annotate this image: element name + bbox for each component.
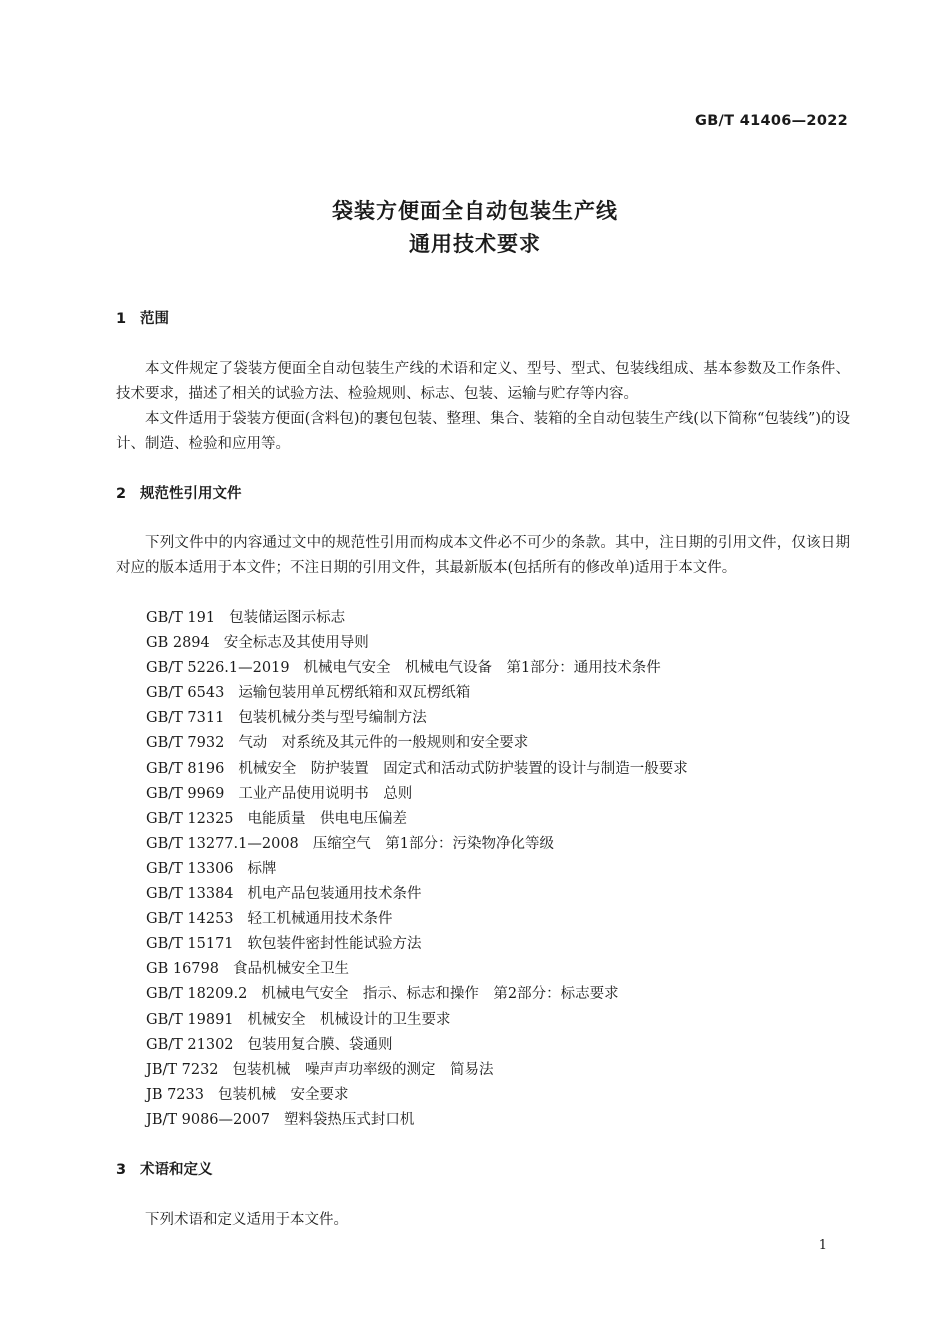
reference-title: 包装机械分类与型号编制方法 [238, 710, 427, 727]
reference-code: GB/T 21302 [146, 1036, 234, 1053]
reference-code: GB/T 12325 [146, 810, 234, 827]
reference-title: 包装机械 安全要求 [217, 1086, 349, 1103]
document-title-line-1: 袋装方便面全自动包装生产线 [332, 199, 618, 223]
reference-item [146, 832, 688, 857]
document-title-line-2: 通用技术要求 [409, 232, 541, 256]
reference-code: JB 7233 [146, 1086, 204, 1103]
reference-item [146, 882, 688, 907]
reference-title: 机械电气安全 机械电气设备 第1部分：通用技术条件 [303, 660, 661, 677]
reference-title: 软包装件密封性能试验方法 [247, 936, 422, 953]
section-1-title: 范围 [140, 311, 169, 327]
reference-code: JB/T 9086—2007 [146, 1111, 270, 1128]
reference-title: 机电产品包装通用技术条件 [247, 886, 422, 903]
reference-title: 包装机械 噪声声功率级的测定 简易法 [232, 1061, 494, 1078]
reference-item [146, 807, 688, 832]
section-1-number: 1 [116, 311, 127, 327]
reference-item [146, 656, 688, 681]
reference-title: 食品机械安全卫生 [232, 961, 349, 978]
reference-title: 塑料袋热压式封口机 [283, 1111, 415, 1128]
section-1-heading [116, 309, 169, 329]
standard-code: GB/T 41406—2022 [695, 113, 848, 129]
reference-item [146, 606, 688, 631]
reference-item [146, 757, 688, 782]
reference-title: 标牌 [247, 860, 277, 877]
reference-item [146, 932, 688, 957]
section-1-paragraph-1: 本文件规定了袋装方便面全自动包装生产线的术语和定义、型号、型式、包装线组成、基本参数及工作条件、技术要求，描述了相关的试验方法、检验规则、标志、包装、运输与贮存等内容。 [116, 361, 850, 402]
section-3-paragraph-1: 下列术语和定义适用于本文件。 [145, 1212, 348, 1228]
reference-title: 包装储运图示标志 [229, 610, 346, 626]
reference-item [146, 731, 688, 756]
reference-code: JB/T 7232 [146, 1061, 219, 1078]
reference-title: 电能质量 供电电压偏差 [247, 810, 408, 827]
reference-title: 气动 对系统及其元件的一般规则和安全要求 [238, 735, 529, 752]
reference-code: GB/T 13384 [146, 886, 234, 903]
reference-item [146, 681, 688, 706]
reference-item [146, 1008, 688, 1033]
section-1-paragraph-2: 本文件适用于袋装方便面(含料包)的裹包包装、整理、集合、装箱的全自动包装生产线(以下简称“包装线”)的设计、制造、检验和应用等。 [116, 411, 850, 452]
reference-code: GB 16798 [146, 961, 219, 978]
reference-item [146, 1083, 688, 1108]
section-2-paragraph-1: 下列文件中的内容通过文中的规范性引用而构成本文件必不可少的条款。其中，注日期的引用文件，仅该日期对应的版本适用于本文件；不注日期的引用文件，其最新版本(包括所有的修改单)适用于本文件。 [116, 535, 850, 576]
reference-code: GB/T 8196 [146, 760, 225, 777]
reference-title: 轻工机械通用技术条件 [247, 911, 393, 928]
section-2-number: 2 [116, 486, 127, 502]
reference-title: 运输包装用单瓦楞纸箱和双瓦楞纸箱 [238, 685, 471, 702]
reference-title: 机械安全 机械设计的卫生要求 [247, 1011, 451, 1028]
reference-item [146, 982, 688, 1007]
section-2-heading [116, 484, 242, 504]
reference-code: GB/T 19891 [146, 1011, 234, 1028]
reference-item [146, 1033, 688, 1058]
reference-code: GB/T 191 [146, 610, 216, 626]
reference-code: GB/T 9969 [146, 785, 225, 802]
page-number: 1 [818, 1238, 827, 1253]
reference-item [146, 1058, 688, 1083]
reference-item [146, 857, 688, 882]
reference-code: GB 2894 [146, 635, 210, 652]
reference-code: GB/T 13306 [146, 860, 234, 877]
reference-title: 机械安全 防护装置 固定式和活动式防护装置的设计与制造一般要求 [238, 760, 688, 777]
reference-code: GB/T 6543 [146, 685, 225, 702]
reference-code: GB/T 14253 [146, 911, 234, 928]
reference-title: 包装用复合膜、袋通则 [247, 1036, 393, 1053]
normative-references-list [146, 606, 688, 1133]
section-3-title: 术语和定义 [140, 1162, 213, 1178]
reference-title: 机械电气安全 指示、标志和操作 第2部分：标志要求 [261, 986, 619, 1003]
reference-item [146, 907, 688, 932]
reference-code: GB/T 18209.2 [146, 986, 248, 1003]
reference-code: GB/T 5226.1—2019 [146, 660, 290, 677]
reference-title: 安全标志及其使用导则 [223, 635, 369, 652]
reference-item [146, 706, 688, 731]
reference-item [146, 782, 688, 807]
reference-code: GB/T 7311 [146, 710, 225, 727]
reference-code: GB/T 13277.1—2008 [146, 835, 299, 852]
reference-item [146, 1108, 688, 1133]
reference-title: 压缩空气 第1部分：污染物净化等级 [312, 835, 555, 852]
reference-item [146, 631, 688, 656]
reference-code: GB/T 15171 [146, 936, 234, 953]
section-2-title: 规范性引用文件 [140, 486, 242, 502]
reference-item [146, 957, 688, 982]
reference-code: GB/T 7932 [146, 735, 225, 752]
section-3-number: 3 [116, 1162, 127, 1178]
reference-title: 工业产品使用说明书 总则 [238, 785, 413, 802]
section-3-heading [116, 1160, 213, 1180]
